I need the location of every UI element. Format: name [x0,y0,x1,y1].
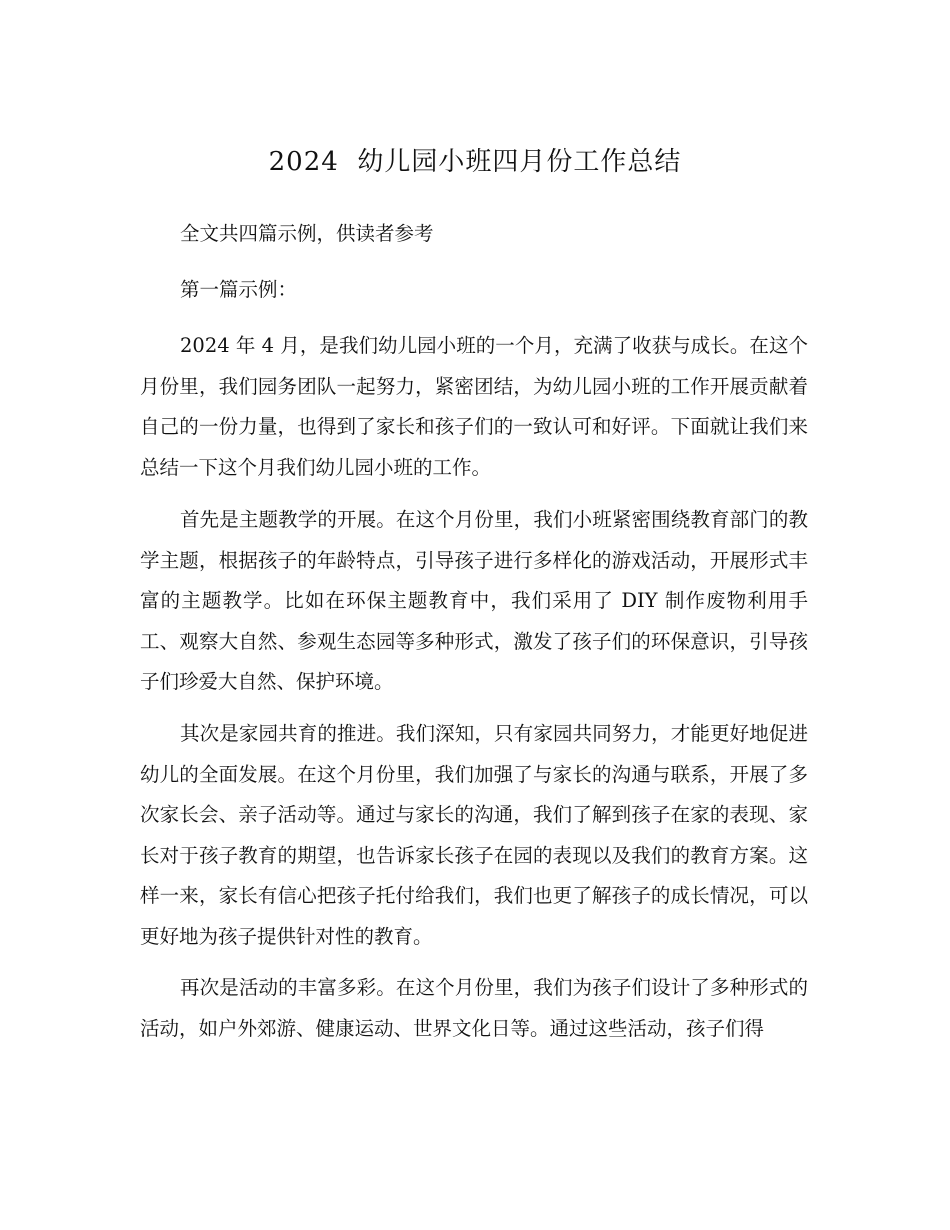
paragraph-2: 首先是主题教学的开展。在这个月份里，我们小班紧密围绕教育部门的教学主题，根据孩子的年龄特点，引导孩子进行多样化的游戏活动，开展形式丰富的主题教学。比如在环保主题教育中，我们采用了 DIY 制作废物利用手工、观察大自然、参观生态园等多种形式，激发了孩子们的环保意识，引导孩子们珍爱大自然、保护环境。 [140,508,808,693]
paragraph-1: 2024 年 4 月，是我们幼儿园小班的一个月，充满了收获与成长。在这个月份里，我们园务团队一起努力，紧密团结，为幼儿园小班的工作开展贡献着自己的一份力量，也得到了家长和孩子们的一致认可和好评。下面就让我们来总结一下这个月我们幼儿园小班的工作。 [140,334,808,479]
document-title: 2024 幼儿园小班四月份工作总结 [268,147,682,177]
example-heading: 第一篇示例： [180,278,298,301]
intro-text: 全文共四篇示例，供读者参考 [180,222,434,245]
paragraph-3: 其次是家园共育的推进。我们深知，只有家园共同努力，才能更好地促进幼儿的全面发展。在这个月份里，我们加强了与家长的沟通与联系，开展了多次家长会、亲子活动等。通过与家长的沟通，我们了解到孩子在家的表现、家长对于孩子教育的期望，也告诉家长孩子在园的表现以及我们的教育方案。这样一来，家长有信心把孩子托付给我们，我们也更了解孩子的成长情况，可以更好地为孩子提供针对性的教育。 [140,722,808,948]
paragraph-4: 再次是活动的丰富多彩。在这个月份里，我们为孩子们设计了多种形式的活动，如户外郊游、健康运动、世界文化日等。通过这些活动，孩子们得 [140,976,808,1040]
